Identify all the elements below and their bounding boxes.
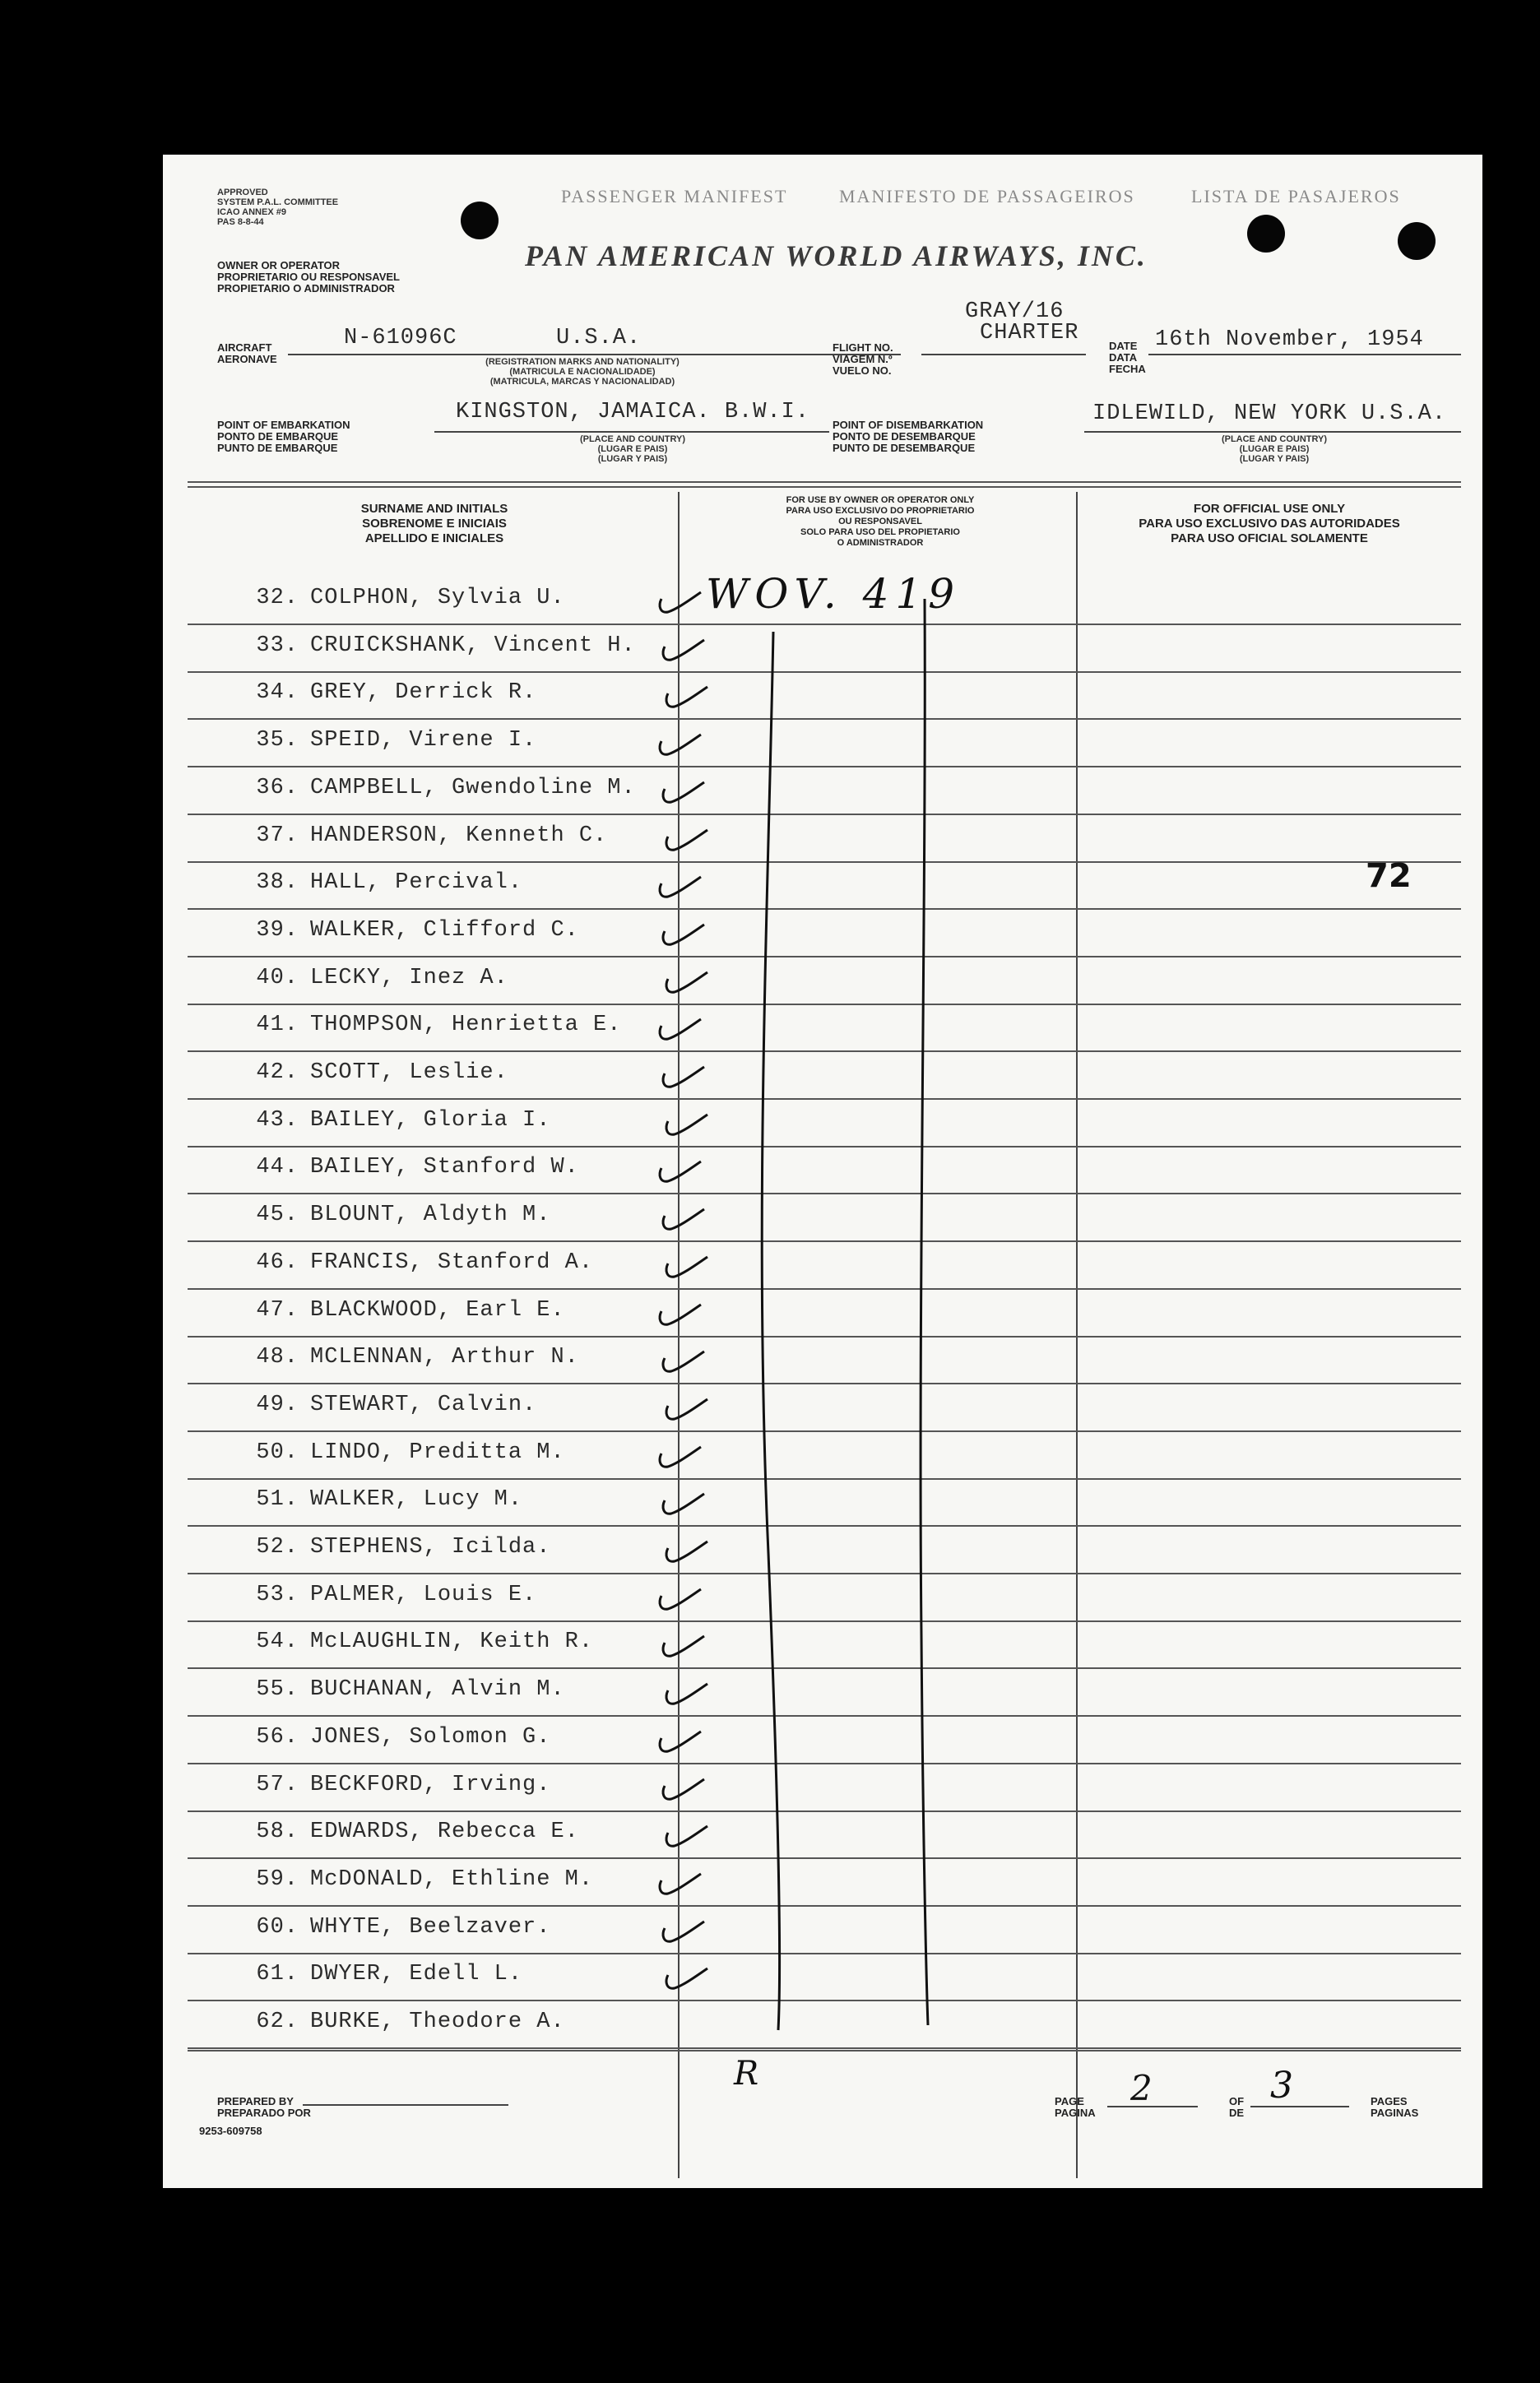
passenger-name: McDONALD, Ethline M. [310, 1867, 594, 1892]
passenger-number: 50. [256, 1440, 299, 1465]
passenger-number: 37. [256, 823, 299, 848]
aircraft-nationality: U.S.A. [556, 326, 642, 350]
passenger-number: 57. [256, 1773, 299, 1797]
passenger-name: HALL, Percival. [310, 870, 523, 895]
passenger-number: 32. [256, 586, 299, 610]
aircraft-sublabels: (REGISTRATION MARKS AND NATIONALITY) (MATRICULA E NACIONALIDADE) (MATRICULA, MARCAS Y NACIONALIDAD) [485, 357, 680, 387]
prepared-by-labels: PREPARED BY PREPARADO POR [217, 2095, 311, 2119]
owner-labels: OWNER OR OPERATOR PROPRIETARIO OU RESPONSAVEL PROPIETARIO O ADMINISTRADOR [217, 259, 400, 294]
date-value: 16th November, 1954 [1155, 327, 1424, 352]
passenger-number: 60. [256, 1915, 299, 1940]
passenger-number: 54. [256, 1630, 299, 1654]
date-labels: DATE DATA FECHA [1109, 340, 1146, 375]
passenger-number: 59. [256, 1867, 299, 1892]
passenger-number: 53. [256, 1583, 299, 1607]
passenger-number: 41. [256, 1013, 299, 1037]
approval-block: APPROVED SYSTEM P.A.L. COMMITTEE ICAO ANNEX #9 PAS 8-8-44 [217, 188, 339, 227]
passenger-number: 52. [256, 1535, 299, 1560]
passenger-name: COLPHON, Sylvia U. [310, 586, 565, 610]
passenger-number: 48. [256, 1345, 299, 1370]
aircraft-registration: N-61096C [344, 326, 457, 350]
disembarkation-labels: POINT OF DISEMBARKATION PONTO DE DESEMBARQUE PUNTO DE DESEMBARQUE [833, 419, 984, 454]
of-line [1250, 2106, 1349, 2107]
passenger-name: FRANCIS, Stanford A. [310, 1250, 594, 1275]
page-number: 2 [1130, 2068, 1153, 2108]
disembarkation-value: IDLEWILD, NEW YORK U.S.A. [1092, 401, 1447, 426]
passenger-name: BLACKWOOD, Earl E. [310, 1298, 565, 1323]
passenger-name: SPEID, Virene I. [310, 728, 537, 753]
passenger-name: McLAUGHLIN, Keith R. [310, 1630, 594, 1654]
passenger-number: 45. [256, 1203, 299, 1227]
column-header-official-use: FOR OFFICIAL USE ONLY PARA USO EXCLUSIVO DAS AUTORIDADES PARA USO OFICIAL SOLAMENTE [1139, 502, 1400, 545]
passenger-name: HANDERSON, Kenneth C. [310, 823, 608, 848]
passenger-name: CRUICKSHANK, Vincent H. [310, 633, 636, 658]
passenger-name: BAILEY, Gloria I. [310, 1108, 551, 1133]
passenger-number: 34. [256, 680, 299, 705]
page-total: 3 [1270, 2065, 1293, 2107]
passenger-name: WALKER, Lucy M. [310, 1487, 523, 1512]
passenger-name: BUCHANAN, Alvin M. [310, 1677, 565, 1702]
passenger-number: 58. [256, 1820, 299, 1844]
flight-number: GRAY/16 [965, 299, 1065, 324]
embarkation-labels: POINT OF EMBARKATION PONTO DE EMBARQUE PUNTO DE EMBARQUE [217, 419, 350, 454]
passenger-name: JONES, Solomon G. [310, 1725, 551, 1750]
passenger-name: SCOTT, Leslie. [310, 1060, 508, 1085]
disembarkation-sublabels: (PLACE AND COUNTRY) (LUGAR E PAIS) (LUGAR Y PAIS) [1221, 434, 1328, 464]
passenger-name: EDWARDS, Rebecca E. [310, 1820, 579, 1844]
passenger-number: 44. [256, 1155, 299, 1180]
passenger-number: 55. [256, 1677, 299, 1702]
embarkation-sublabels: (PLACE AND COUNTRY) (LUGAR E PAIS) (LUGAR Y PAIS) [579, 434, 686, 464]
passenger-name: STEPHENS, Icilda. [310, 1535, 551, 1560]
handwritten-initials: R [734, 2055, 759, 2093]
passenger-name: GREY, Derrick R. [310, 680, 537, 705]
form-number: 9253-609758 [199, 2125, 262, 2137]
passenger-name: WHYTE, Beelzaver. [310, 1915, 551, 1940]
passenger-name: BECKFORD, Irving. [310, 1773, 551, 1797]
page-line [1107, 2106, 1198, 2107]
pen-strokes [163, 155, 1482, 2188]
passenger-number: 62. [256, 2010, 299, 2034]
passenger-number: 39. [256, 918, 299, 943]
pages-labels: PAGES PAGINAS [1371, 2095, 1419, 2119]
passenger-number: 40. [256, 966, 299, 990]
aircraft-labels: AIRCRAFT AERONAVE [217, 341, 277, 365]
column-header-names: SURNAME AND INITIALS SOBRENOME E INICIAIS APELLIDO E INICIALES [360, 502, 508, 545]
flight-charter: CHARTER [980, 321, 1079, 345]
passenger-number: 36. [256, 776, 299, 800]
handwritten-owner-note: WOV. 419 [706, 570, 962, 618]
passenger-name: PALMER, Louis E. [310, 1583, 537, 1607]
handwritten-count: 72 [1366, 857, 1412, 895]
passenger-number: 61. [256, 1962, 299, 1987]
passenger-name: STEWART, Calvin. [310, 1393, 537, 1417]
embarkation-value: KINGSTON, JAMAICA. B.W.I. [456, 400, 810, 424]
passenger-number: 51. [256, 1487, 299, 1512]
title-manifesto: MANIFESTO DE PASSAGEIROS [839, 186, 1135, 206]
passenger-number: 33. [256, 633, 299, 658]
passenger-number: 47. [256, 1298, 299, 1323]
of-labels: OF DE [1229, 2095, 1245, 2119]
passenger-number: 38. [256, 870, 299, 895]
passenger-name: LECKY, Inez A. [310, 966, 508, 990]
flight-labels: FLIGHT NO. VIAGEM N.º VUELO NO. [833, 341, 893, 377]
passenger-name: THOMPSON, Henrietta E. [310, 1013, 622, 1037]
passenger-name: BAILEY, Stanford W. [310, 1155, 579, 1180]
passenger-name: BLOUNT, Aldyth M. [310, 1203, 551, 1227]
passenger-number: 43. [256, 1108, 299, 1133]
passenger-name: WALKER, Clifford C. [310, 918, 579, 943]
passenger-number: 56. [256, 1725, 299, 1750]
passenger-name: DWYER, Edell L. [310, 1962, 523, 1987]
passenger-name: LINDO, Preditta M. [310, 1440, 565, 1465]
passenger-number: 49. [256, 1393, 299, 1417]
manifest-sheet [163, 155, 1482, 2188]
column-header-owner-use: FOR USE BY OWNER OR OPERATOR ONLY PARA USO EXCLUSIVO DO PROPRIETARIO OU RESPONSAVEL SOLO PARA USO DEL PROPIETARIO O ADMINISTRADOR [786, 495, 975, 548]
passenger-number: 46. [256, 1250, 299, 1275]
passenger-name: CAMPBELL, Gwendoline M. [310, 776, 636, 800]
airline-name: PAN AMERICAN WORLD AIRWAYS, INC. [525, 239, 1148, 272]
prepared-by-line [303, 2104, 508, 2106]
passenger-name: MCLENNAN, Arthur N. [310, 1345, 579, 1370]
title-lista: LISTA DE PASAJEROS [1191, 186, 1401, 206]
title-passenger-manifest: PASSENGER MANIFEST [561, 186, 788, 206]
passenger-number: 35. [256, 728, 299, 753]
passenger-number: 42. [256, 1060, 299, 1085]
passenger-name: BURKE, Theodore A. [310, 2010, 565, 2034]
page-labels: PAGE PAGINA [1055, 2095, 1096, 2119]
